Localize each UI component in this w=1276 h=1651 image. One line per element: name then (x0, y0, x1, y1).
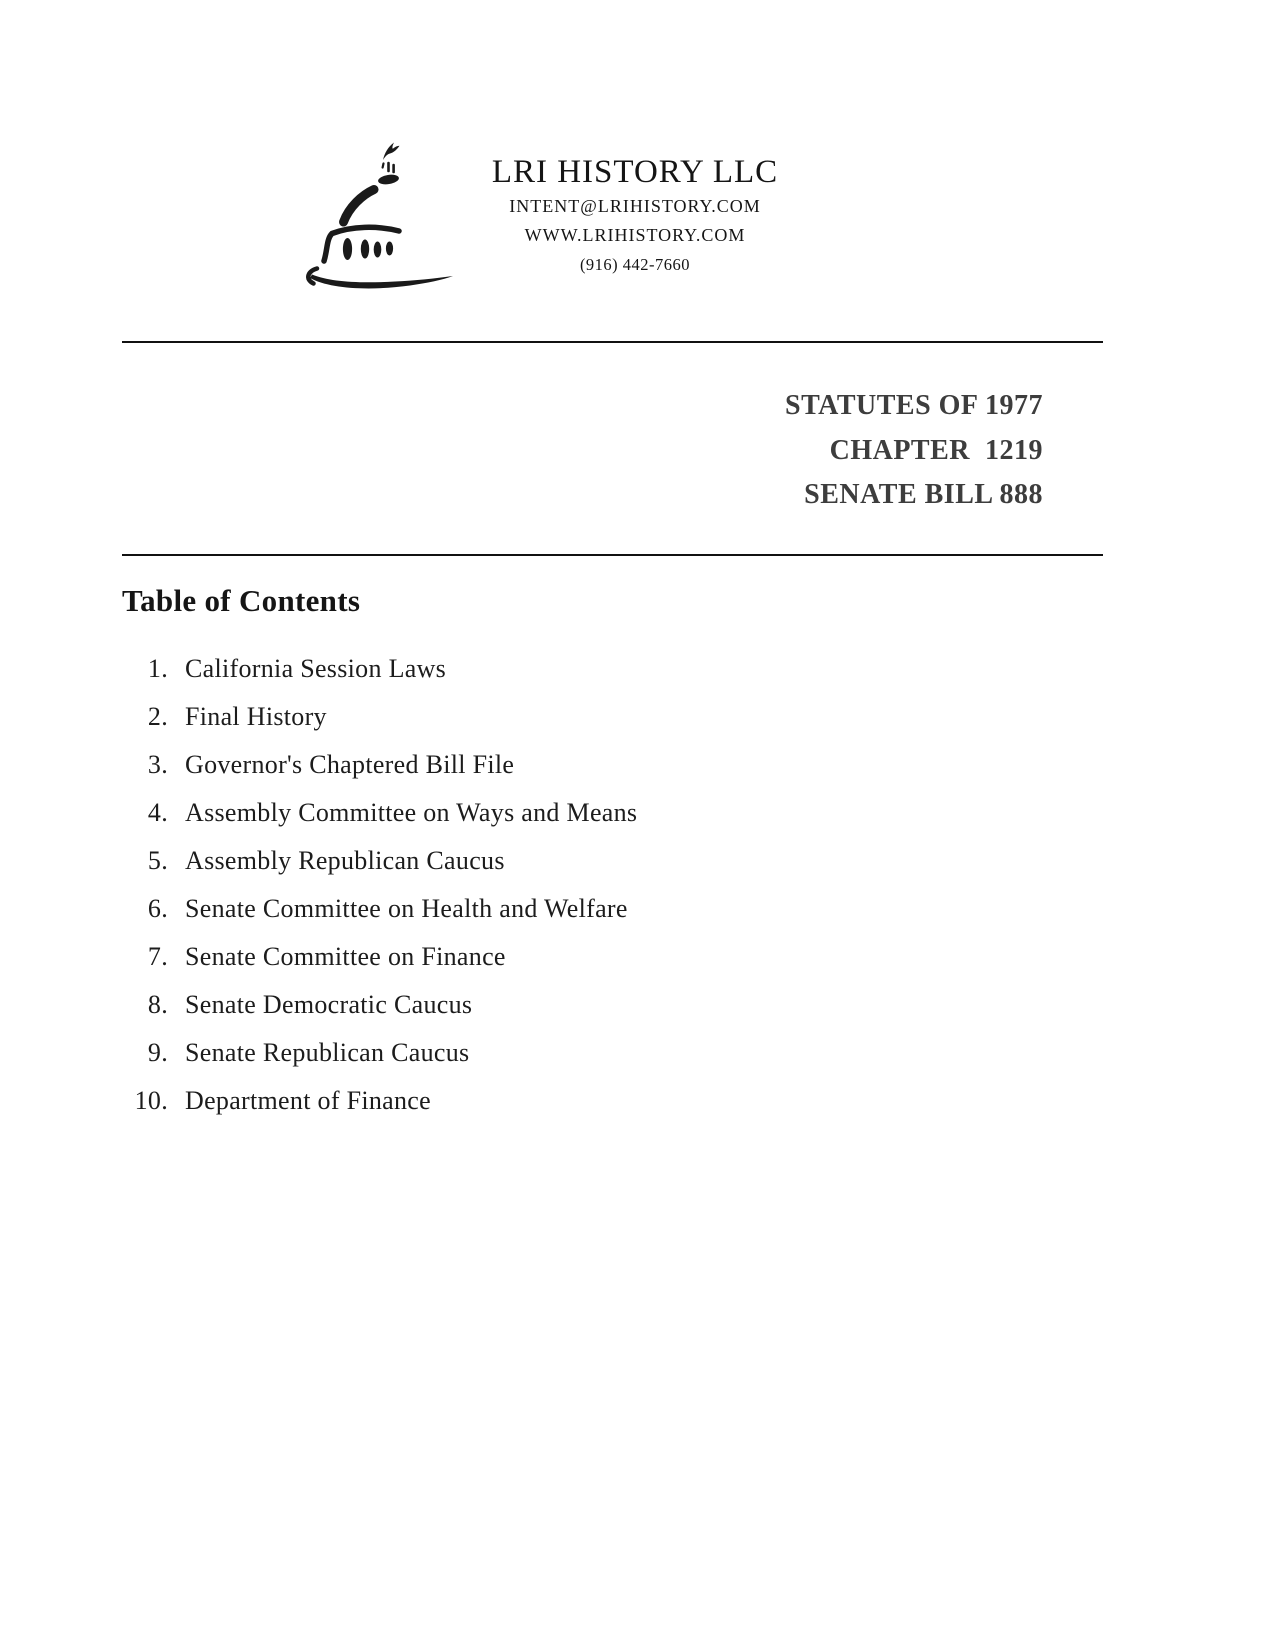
chapter-line: CHAPTER 1219 (829, 434, 1043, 466)
senate-bill-line: SENATE BILL 888 (804, 479, 1043, 510)
toc-item-label: Assembly Committee on Ways and Means (185, 798, 638, 827)
toc-item (122, 992, 1102, 1018)
table-of-contents (122, 584, 1102, 1136)
toc-item (122, 1040, 1102, 1066)
toc-item-number: 3. (147, 750, 168, 779)
phone-number: (916) 442-7660 (579, 255, 691, 274)
toc-item-number: 8. (147, 990, 168, 1019)
toc-item-number: 1. (147, 654, 168, 683)
toc-item-number: 6. (147, 894, 168, 923)
toc-item-label: Senate Committee on Health and Welfare (185, 894, 628, 923)
toc-item-label: Senate Committee on Finance (185, 942, 506, 971)
horizontal-rule-bottom (122, 554, 1103, 556)
toc-item-number: 5. (147, 846, 168, 875)
toc-item (122, 848, 1102, 874)
toc-item (122, 704, 1102, 730)
capitol-dome-logo-icon (290, 128, 460, 298)
company-name: LRI HISTORY LLC (491, 154, 779, 190)
toc-title: Table of Contents (122, 583, 361, 618)
toc-list (122, 656, 1102, 1114)
toc-item-label: Senate Republican Caucus (185, 1038, 470, 1067)
toc-item-label: Assembly Republican Caucus (185, 846, 505, 875)
statutes-line: STATUTES OF 1977 (785, 390, 1043, 421)
toc-item (122, 944, 1102, 970)
toc-item (122, 896, 1102, 922)
toc-item-label: Governor's Chaptered Bill File (185, 750, 515, 779)
toc-item-number: 10. (134, 1086, 168, 1115)
toc-item-number: 9. (147, 1038, 168, 1067)
toc-item (122, 800, 1102, 826)
horizontal-rule-top (122, 341, 1103, 343)
toc-item-label: Senate Democratic Caucus (185, 990, 473, 1019)
toc-item-number: 4. (147, 798, 168, 827)
toc-item (122, 1088, 1102, 1114)
toc-item (122, 656, 1102, 682)
website-url: WWW.LRIHISTORY.COM (524, 225, 746, 245)
bill-reference-block (122, 384, 1043, 518)
toc-item-label: Department of Finance (185, 1086, 431, 1115)
toc-item-label: Final History (185, 702, 327, 731)
toc-item-number: 7. (147, 942, 168, 971)
toc-item-number: 2. (147, 702, 168, 731)
toc-item (122, 752, 1102, 778)
toc-item-label: California Session Laws (185, 654, 447, 683)
email-address: INTENT@LRIHISTORY.COM (509, 196, 761, 216)
letterhead (455, 152, 815, 279)
